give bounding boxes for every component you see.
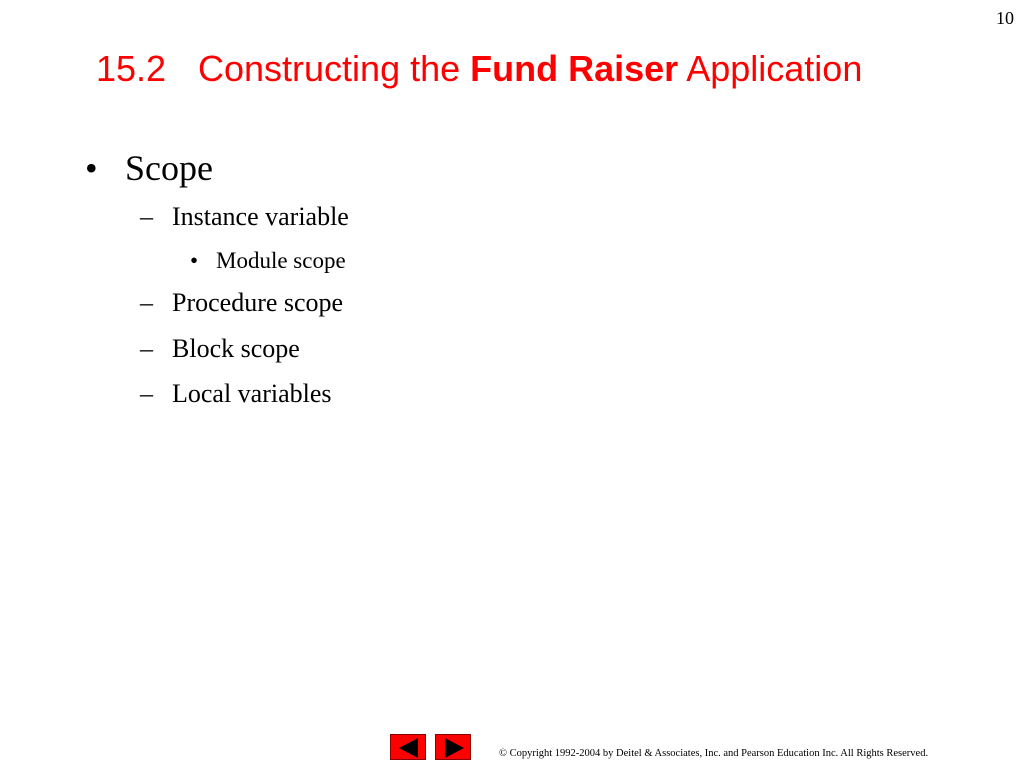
copyright-footer: © Copyright 1992-2004 by Deitel & Associates, Inc. and Pearson Education Inc. All Rights Reserved. [499,748,929,759]
bullet-text: Scope [125,148,213,188]
dash-marker: – [140,334,153,363]
next-slide-icon [436,735,472,761]
page-number: 10 [996,8,1014,28]
dash-marker: – [140,288,153,317]
bullet-text: Instance variable [172,202,349,231]
slide-navigation [390,734,474,760]
bullet-marker: • [85,148,98,188]
bullet-text: Local variables [172,379,332,408]
title-prefix: Constructing the [198,48,471,89]
previous-slide-button[interactable] [390,734,426,760]
bullet-marker: • [190,248,199,273]
bullet-text: Module scope [216,248,346,273]
bullet-text: Block scope [172,334,300,363]
slide-title [96,47,862,91]
title-section-number: 15.2 [96,48,167,89]
bullet-text: Procedure scope [172,288,344,317]
previous-slide-icon [391,735,427,761]
next-slide-button[interactable] [435,734,471,760]
dash-marker: – [140,202,153,231]
title-bold-app-name: Fund Raiser [470,48,679,89]
title-suffix: Application [678,48,863,89]
dash-marker: – [140,379,153,408]
